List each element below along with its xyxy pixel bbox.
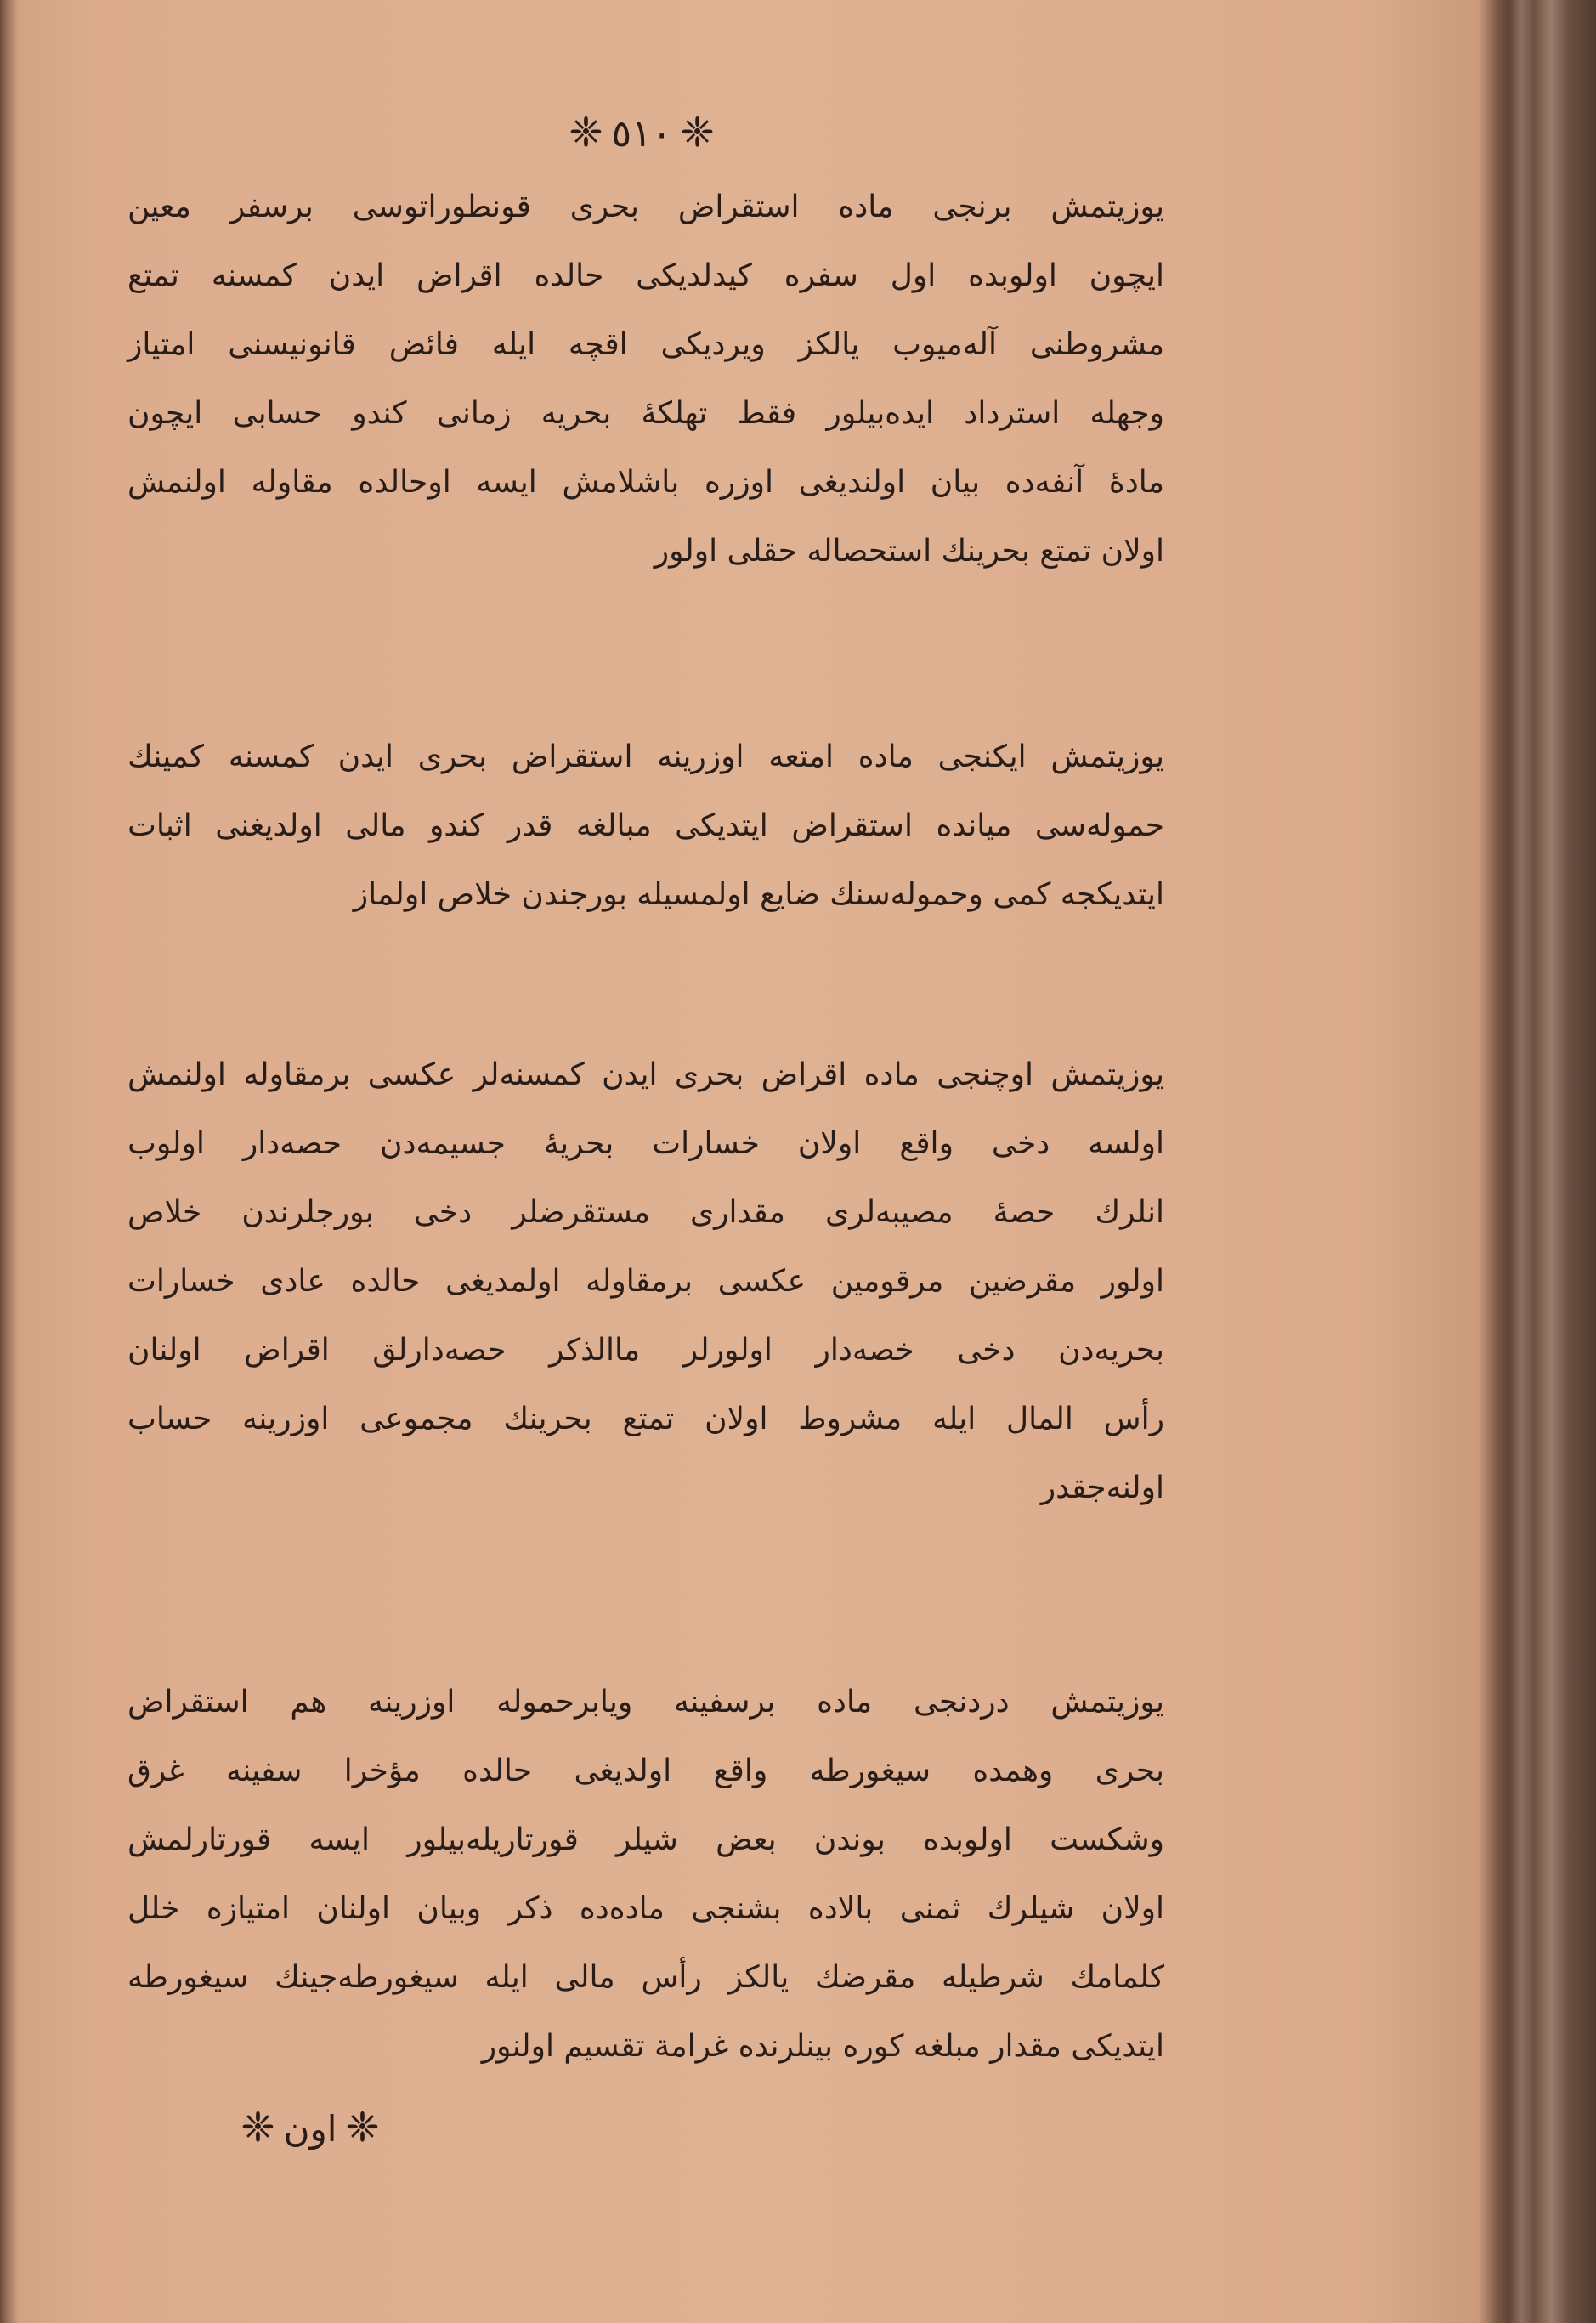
text-line: اولنه‌جقدر [1040,1470,1164,1505]
text-line: مشروطنی آله‌میوب یالکز ویردیکی اقچه ایله فائض قانونیسنی امتیاز [127,327,1164,362]
ornament-icon: ❈ [680,109,715,156]
page-number: ٥١٠ [611,112,672,156]
article-171 [127,173,1164,586]
text-line: یوزیتمش اوچنجی ماده اقراض بحری ایدن کمسنه‌لر عکسی برمقاوله اولنمش [127,1057,1164,1092]
text-line: بحری وهمده سیغورطه واقع اولدیغی حالده مؤخرا سفینه غرق [127,1754,1164,1788]
article-173 [127,1040,1164,1522]
text-line: یوزیتمش برنجی ماده استقراض بحری قونطوراتوسی برسفر معین [127,190,1164,224]
ornament-icon: ❈ [345,2104,380,2151]
page-number-header [544,109,739,156]
text-line: اولان شیلرك ثمنی بالاده بشنجی ماده‌ده ذکر وبیان اولنان امتیازه خلل [127,1891,1164,1926]
text-line: ایتدیکجه کمی وحموله‌سنك ضایع اولمسیله بورجندن خلاص اولماز [353,877,1164,912]
ornament-icon: ❈ [241,2104,275,2151]
text-line: یوزیتمش دردنجی ماده برسفینه ویابرحموله اوزرینه هم استقراض [127,1685,1164,1720]
text-line: کلمامك شرطیله مقرضك یالکز رأس مالی ایله سیغورطه‌جینك سیغورطه [127,1960,1164,1995]
text-line: ایتدیکی مقدار مبلغه کوره بینلرنده غرامة تقسیم اولنور [481,2029,1164,2064]
text-line: یوزیتمش ایکنجی ماده امتعه اوزرینه استقراض بحری ایدن کمسنه کمینك [127,739,1164,774]
text-line: رأس المال ایله مشروط اولان تمتع بحرینك مجموعی اوزرینه حساب [127,1402,1164,1436]
text-line: اولان تمتع بحرینك استحصاله حقلی اولور [654,534,1164,569]
text-line: اولسه دخی واقع اولان خسارات بحریهٔ جسیمه‌دن حصه‌دار اولوب [127,1126,1164,1161]
catchword-footer [212,2104,408,2151]
ornament-icon: ❈ [569,109,603,156]
text-line: بحریه‌دن دخی خصه‌دار اولورلر ماالذکر حصه‌دارلق اقراض اولنان [127,1333,1164,1368]
text-line: انلرك حصهٔ مصیبه‌لری مقداری مستقرضلر دخی بورجلرندن خلاص [127,1195,1164,1230]
catchword: اون [283,2108,337,2150]
text-line: وجهله استرداد ایده‌بیلور فقط تهلکهٔ بحریه زمانی کندو حسابی ایچون [127,396,1164,431]
article-174 [127,1668,1164,2081]
article-172 [127,722,1164,929]
text-line: ایچون اولوبده اول سفره کیدلدیکی حالده اقراض ایدن کمسنه تمتع [127,258,1164,293]
text-line: وشکست اولوبده بوندن بعض شیلر قورتاریله‌بیلور ایسه قورتارلمش [127,1822,1164,1857]
text-line: مادهٔ آنفه‌ده بیان اولندیغی اوزره باشلامش ایسه اوحالده مقاوله اولنمش [127,465,1164,500]
text-line: اولور مقرضین مرقومین عکسی برمقاوله اولمدیغی حالده عادی خسارات [127,1264,1164,1299]
text-line: حموله‌سی میانده استقراض ایتدیکی مبالغه قدر کندو مالی اولدیغنی اثبات [127,808,1164,843]
